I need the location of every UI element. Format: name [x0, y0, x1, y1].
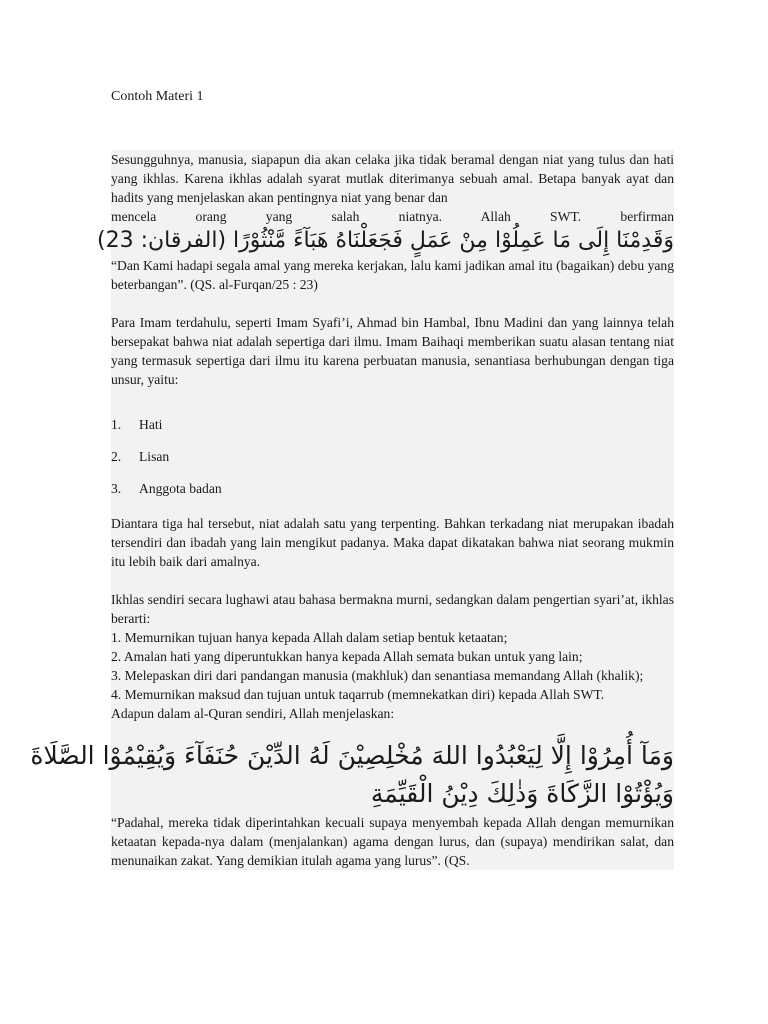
arabic-verse-bayyinah-line1: وَمَآ أُمِرُوْا إِلَّا لِيَعْبُدُوا اللهَ مُخْلِصِيْنَ لَهُ الدِّيْنَ حُنَفَآءَ وَيُقِيْمُوْا الصَّلَاةَ: [30, 741, 674, 770]
arabic-verse-furqan: وَقَدِمْنَا إِلَى مَا عَمِلُوْا مِنْ عَمَلٍ فَجَعَلْنَاهُ هَبَآءً مَّنْثُوْرًا (الفرقان: 23): [96, 228, 674, 253]
paragraph-quran-intro: Adapun dalam al-Quran sendiri, Allah menjelaskan:: [111, 706, 395, 721]
list-item: 3. Melepaskan diri dari pandangan manusia (makhluk) dan senantiasa memandang Allah (khalik);: [111, 668, 644, 683]
quote-bayyinah-translation: “Padahal, mereka tidak diperintahkan kecuali supaya menyembah kepada Allah dengan memurnikan ketaatan kepada-nya dalam (menjalankan) agama dengan lurus, dan (supaya) mendirikan salat, dan menunaikan zakat. Yang demikian itulah agama yang lurus”. (QS.: [111, 815, 674, 868]
list-item: 1. Memurnikan tujuan hanya kepada Allah dalam setiap bentuk ketaatan;: [111, 630, 508, 645]
paragraph-intro: Sesungguhnya, manusia, siapapun dia akan celaka jika tidak beramal dengan niat yang tulus dan hati yang ikhlas. Karena ikhlas adalah syarat mutlak diterimanya sebuah amal. Betapa banyak ayat dan hadits yang menjelaskan akan pentingnya niat yang benar dan: [111, 152, 674, 205]
paragraph-intro-last-line: mencela orang yang salah niatnya. Allah SWT. berfirman: [111, 209, 674, 224]
document-title: Contoh Materi 1: [111, 89, 204, 104]
document-body: [30, 150, 674, 870]
list-item: 2. Amalan hati yang diperuntukkan hanya kepada Allah semata bukan untuk yang lain;: [111, 649, 583, 664]
list-item: 1. Hati: [111, 416, 163, 432]
paragraph-ikhlas: Ikhlas sendiri secara lughawi atau bahasa bermakna murni, sedangkan dalam pengertian syari’at, ikhlas berarti:: [111, 592, 674, 626]
paragraph-niat: Diantara tiga hal tersebut, niat adalah satu yang terpenting. Bahkan terkadang niat merupakan ibadah tersendiri dan ibadah yang lain mengikut padanya. Maka dapat dikatakan bahwa niat seorang mukmin itu lebih baik dari amalnya.: [111, 516, 674, 569]
quote-furqan-translation: “Dan Kami hadapi segala amal yang mereka kerjakan, lalu kami jadikan amal itu (bagaikan) debu yang beterbangan”. (QS. al-Furqan/25 : 23): [111, 258, 674, 292]
list-item: 2. Lisan: [111, 448, 170, 464]
ikhlas-definition-list: [111, 628, 674, 704]
list-item: 4. Memurnikan maksud dan tujuan untuk taqarrub (memnekatkan diri) kepada Allah SWT.: [111, 687, 605, 702]
three-elements-list: [111, 408, 674, 504]
paragraph-imam: Para Imam terdahulu, seperti Imam Syafi’i, Ahmad bin Hambal, Ibnu Madini dan yang lainnya telah bersepakat bahwa niat adalah sepertiga dari ilmu. Imam Baihaqi memberikan suatu alasan tentang niat yang termasuk sepertiga dari ilmu itu karena perbuatan manusia, senantiasa berhubungan dengan tiga unsur, yaitu:: [111, 315, 674, 387]
arabic-verse-bayyinah-line2: وَيُؤْتُوْا الزَّكَاةَ وَذٰلِكَ دِيْنُ الْقَيِّمَةِ: [370, 779, 674, 808]
list-item: 3. Anggota badan: [111, 480, 222, 496]
